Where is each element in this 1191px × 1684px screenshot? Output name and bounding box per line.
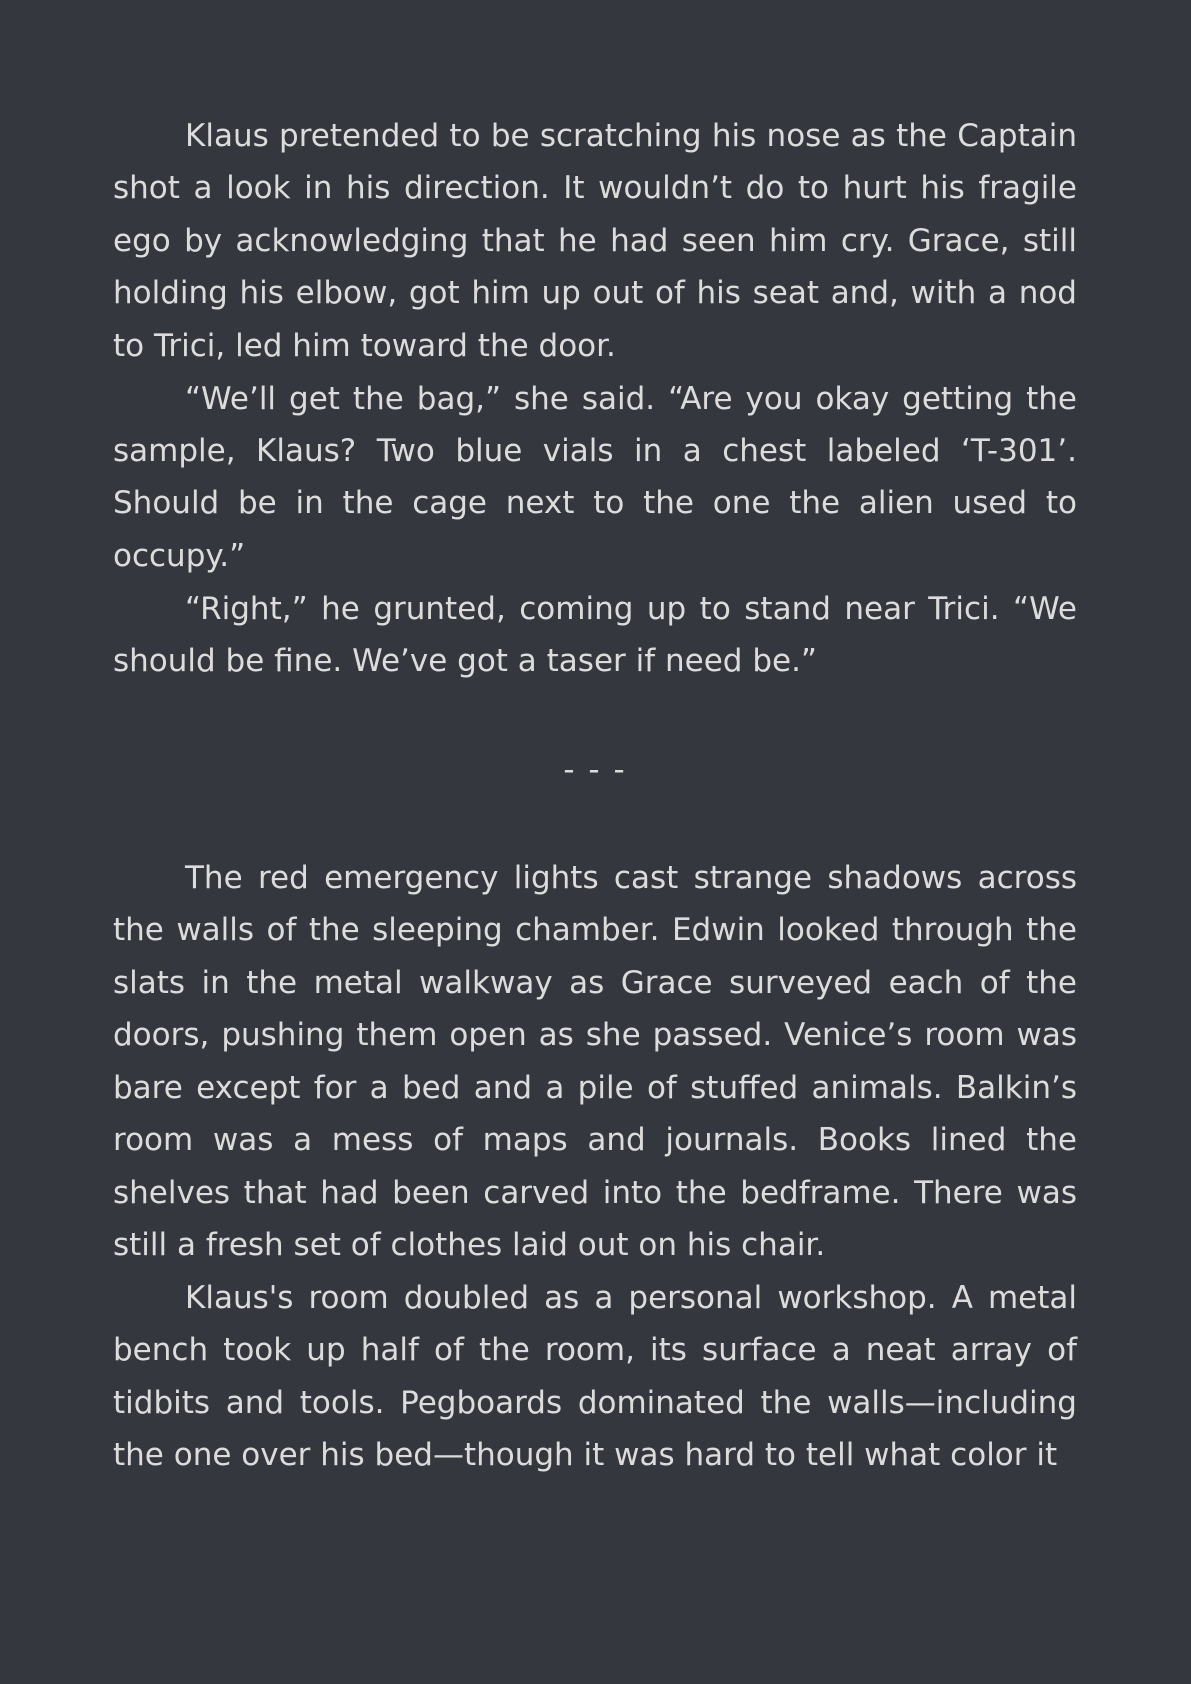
paragraph: The red emergency lights cast strange shadows across the walls of the sleeping chamber. Edwin looked through the slats in the metal walkway as Grace surveyed each of the doors, pushing them open as she passed. Venice’s room was bare except for a bed and a pile of stuffed animals. Balkin’s room was a mess of maps and journals. Books lined the shelves that had been carved into the bedframe. There was still a fresh set of clothes laid out on his chair. bbox=[113, 860, 1077, 1263]
paragraph: “Right,” he grunted, coming up to stand near Trici. “We should be fine. We’ve got a taser if need be.” bbox=[113, 590, 1077, 680]
story-section-2 bbox=[113, 852, 1077, 1481]
story-section-1 bbox=[113, 110, 1077, 688]
paragraph: “We’ll get the bag,” she said. “Are you okay getting the sample, Klaus? Two blue vials in a chest labeled ‘T-301’. Should be in the cage next to the one the alien used to occupy.” bbox=[113, 380, 1077, 574]
paragraph: Klaus's room doubled as a personal workshop. A metal bench took up half of the room, its surface a neat array of tidbits and tools. Pegboards dominated the walls—including the one over his bed—though it was hard to tell what color it bbox=[113, 1279, 1077, 1474]
reading-page bbox=[113, 110, 1077, 1482]
paragraph: Klaus pretended to be scratching his nose as the Captain shot a look in his direction. It wouldn’t do to hurt his fragile ego by acknowledging that he had seen him cry. Grace, still holding his elbow, got him up out of his seat and, with a nod to Trici, led him toward the door. bbox=[113, 118, 1077, 364]
scene-break-separator: - - - bbox=[563, 751, 627, 788]
